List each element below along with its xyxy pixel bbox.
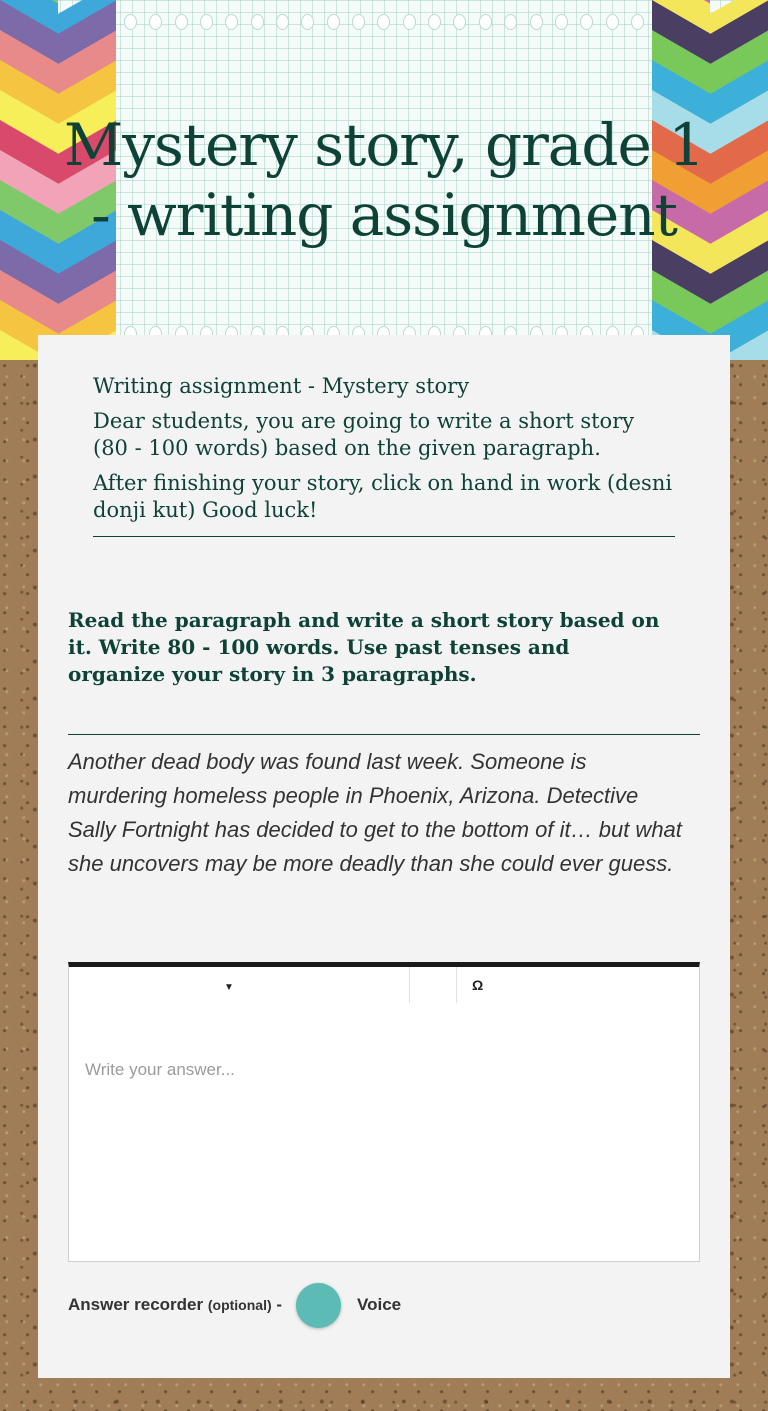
intro-line-2: After finishing your story, click on hand in work (desni donji kut) Good luck!	[93, 471, 673, 522]
toolbar-separator	[409, 967, 410, 1003]
answer-editor	[68, 962, 700, 1262]
voice-label: Voice	[357, 1295, 402, 1314]
editor-toolbar	[69, 967, 699, 1045]
answer-input[interactable]	[69, 1044, 699, 1260]
page-title: Mystery story, grade 1 - writing assignment	[63, 111, 705, 249]
intro-block	[93, 373, 675, 537]
special-character-button[interactable]: Ω	[472, 977, 484, 993]
story-prompt-paragraph: Another dead body was found last week. Someone is murdering homeless people in Phoenix, Arizona. Detective Sally Fortnight has decided to get to the bottom of it… but what she uncovers may be more deadly than she could ever guess.	[68, 749, 682, 876]
voice-record-button[interactable]	[296, 1283, 341, 1328]
divider	[68, 734, 700, 735]
answer-recorder	[68, 1281, 568, 1329]
caret-down-icon[interactable]: ▼	[224, 982, 234, 993]
worksheet-card	[38, 335, 730, 1378]
worksheet-header	[0, 0, 768, 360]
toolbar-separator	[456, 967, 457, 1003]
recorder-label: Answer recorder (optional) -	[68, 1295, 283, 1314]
recorder-optional: (optional)	[207, 1297, 272, 1313]
notebook-holes-top	[124, 14, 644, 32]
intro-heading: Writing assignment - Mystery story	[93, 374, 470, 398]
intro-line-1: Dear students, you are going to write a short story (80 - 100 words) based on the given paragraph.	[93, 409, 635, 460]
task-instructions: Read the paragraph and write a short story based on it. Write 80 - 100 words. Use past tenses and organize your story in 3 paragraphs.	[68, 608, 660, 686]
